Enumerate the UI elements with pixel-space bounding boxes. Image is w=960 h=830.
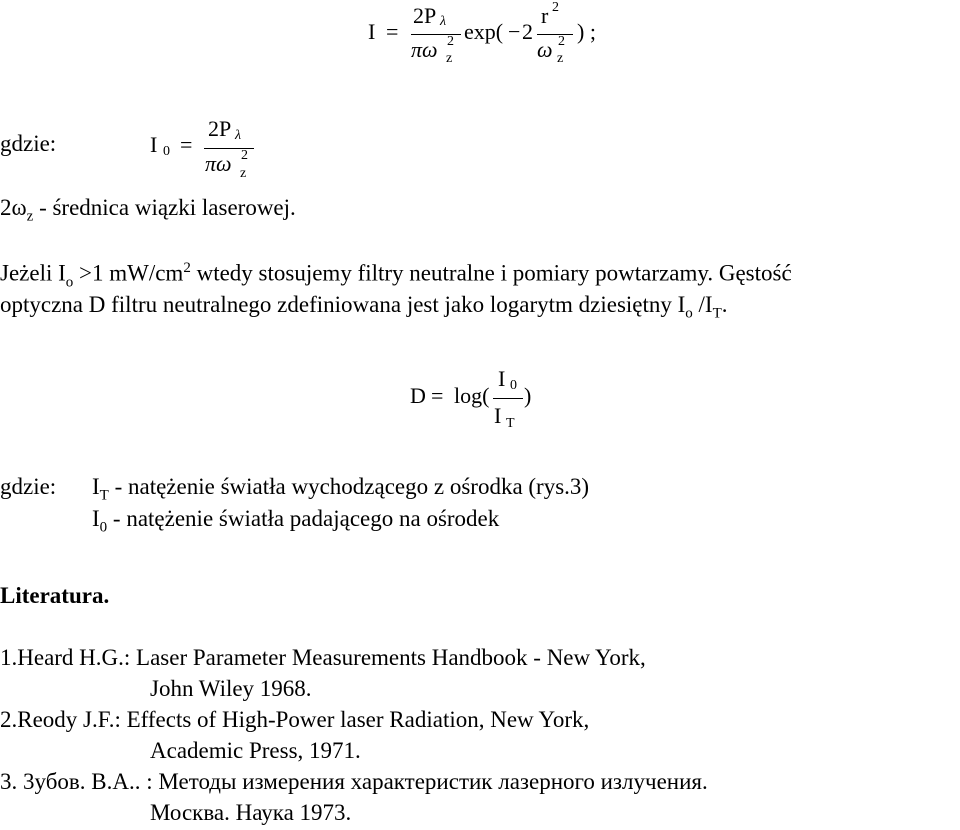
reference-2-line-1: 2.Reody J.F.: Effects of High-Power laser Radiation, New York, bbox=[0, 707, 590, 732]
formula3-num-main: I bbox=[498, 366, 506, 391]
paragraph-sub: o bbox=[65, 274, 74, 291]
formula1-lhs: I bbox=[368, 19, 376, 44]
reference-3-line-1: 3. 3убов. В.А.. : Методы измерения характеристик лазерного излучения. bbox=[0, 769, 708, 794]
diameter-sub: z bbox=[26, 208, 34, 225]
formula3-den-sub: T bbox=[506, 416, 515, 431]
formula1-minus: − bbox=[508, 19, 521, 44]
formula1-close: ) ; bbox=[577, 19, 596, 44]
formula3-close: ) bbox=[524, 383, 532, 408]
definition-text: - natężenie światła padającego na ośrodek bbox=[107, 506, 500, 531]
formula1-den2-main: ω bbox=[537, 37, 553, 62]
paragraph-sub: T bbox=[712, 305, 722, 322]
formula2-lhs-sub: 0 bbox=[163, 144, 170, 159]
paragraph-text: /I bbox=[692, 292, 713, 317]
reference-2-line-2: Academic Press, 1971. bbox=[150, 738, 361, 763]
formula2-equals: = bbox=[180, 132, 193, 157]
definition-symbol: I bbox=[92, 506, 100, 531]
formula3-num-sub: 0 bbox=[510, 378, 517, 393]
reference-1-line-2: John Wiley 1968. bbox=[150, 676, 312, 701]
formula1-den-sub: z bbox=[446, 51, 453, 66]
literature-heading: Literatura. bbox=[0, 583, 110, 608]
paragraph-line-1 bbox=[0, 260, 792, 291]
definition-symbol: I bbox=[92, 474, 100, 499]
definition-sub: 0 bbox=[99, 519, 108, 536]
definitions-label: gdzie: bbox=[0, 474, 57, 499]
formula2-num-coef: 2P bbox=[208, 116, 232, 141]
reference-3-line-2: Москва. Наука 1973. bbox=[150, 800, 352, 825]
formula1-den2-sub: z bbox=[557, 51, 564, 66]
formula1-den-main: πω bbox=[411, 37, 438, 62]
formula2-label: gdzie: bbox=[0, 131, 57, 156]
formula3-fraction-bar bbox=[493, 398, 523, 399]
formula1-den2-sup: 2 bbox=[558, 34, 565, 49]
paragraph-text: optyczna D filtru neutralnego zdefiniowana jest jako logarytm dziesiętny I bbox=[0, 292, 686, 317]
formula1-den-sup: 2 bbox=[447, 34, 454, 49]
formula3-den-main: I bbox=[494, 403, 502, 428]
paragraph-text: . bbox=[721, 292, 728, 317]
formula2-num-sub: λ bbox=[235, 128, 242, 143]
formula1-num2-sup: 2 bbox=[552, 0, 559, 15]
paragraph-sup: 2 bbox=[183, 260, 191, 276]
paragraph-line-2 bbox=[0, 292, 728, 323]
diameter-line bbox=[0, 195, 296, 226]
paragraph-text: Jeżeli I bbox=[0, 260, 66, 286]
definition-text: - natężenie światła wychodzącego z ośrodka (rys.3) bbox=[108, 474, 590, 499]
formula1-num2-main: r bbox=[541, 3, 549, 28]
formula2-den-main: πω bbox=[205, 151, 232, 176]
formula1-num-sub: λ bbox=[440, 14, 447, 29]
formula1-two: 2 bbox=[522, 19, 533, 44]
formula3-equals: = bbox=[431, 383, 444, 408]
definition-sub: T bbox=[99, 487, 109, 504]
formula3-func: log( bbox=[454, 383, 490, 408]
formula1-num-coef: 2P bbox=[413, 3, 437, 28]
paragraph-sub: o bbox=[685, 305, 693, 322]
formula1-func: exp( bbox=[464, 19, 504, 44]
reference-1-line-1: 1.Heard H.G.: Laser Parameter Measurements Handbook - New York, bbox=[0, 645, 646, 670]
formula3-lhs: D bbox=[410, 383, 426, 408]
formula1-fraction2-bar bbox=[537, 34, 573, 35]
formula1-equals: = bbox=[386, 19, 399, 44]
formula2-den-sup: 2 bbox=[241, 148, 248, 163]
formula2-den-sub: z bbox=[240, 166, 247, 181]
formula2-lhs: I bbox=[150, 132, 158, 157]
paragraph-text: wtedy stosujemy filtry neutralne i pomiary powtarzamy. Gęstość bbox=[190, 260, 792, 286]
definition-it bbox=[92, 474, 589, 505]
diameter-symbol: 2ω bbox=[0, 195, 27, 220]
definition-i0 bbox=[92, 506, 499, 537]
paragraph-text: >1 mW/cm bbox=[73, 260, 184, 286]
diameter-text: - średnica wiązki laserowej. bbox=[33, 195, 296, 220]
